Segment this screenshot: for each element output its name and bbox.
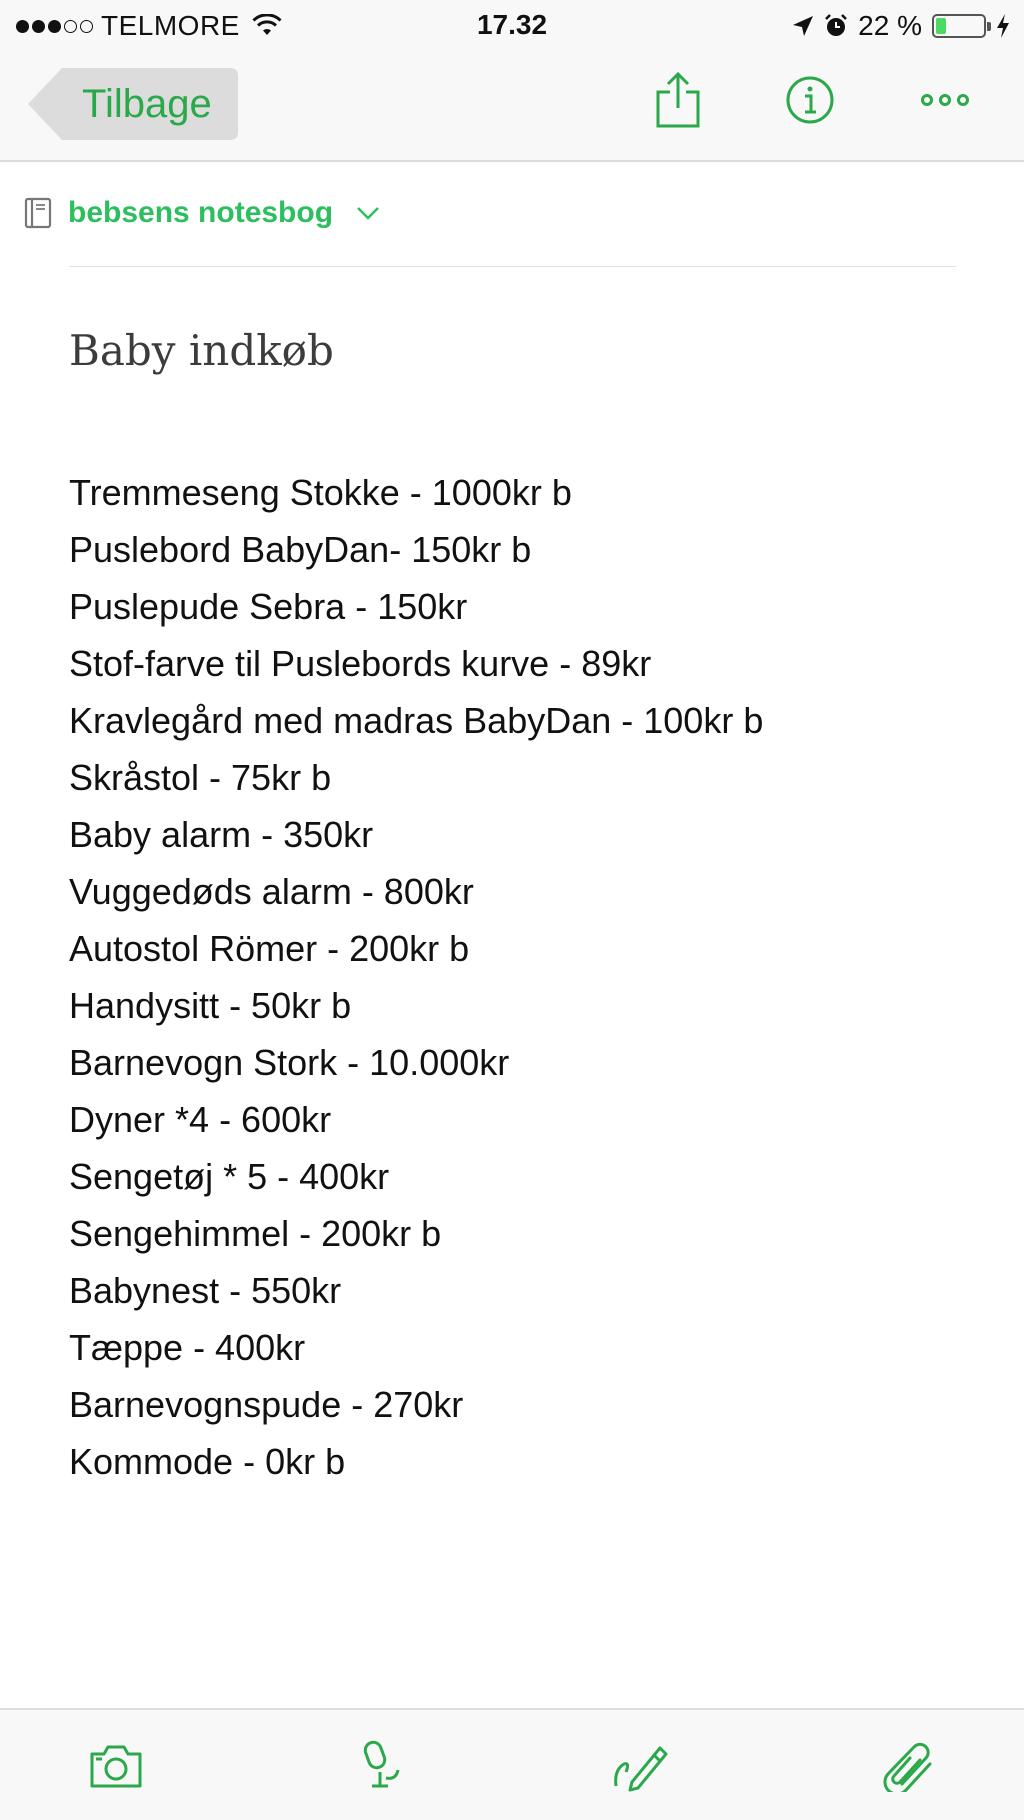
note-line[interactable]: Sengetøj * 5 - 400kr (69, 1156, 390, 1197)
note-line[interactable]: Vuggedøds alarm - 800kr (69, 871, 474, 912)
share-icon[interactable] (648, 70, 708, 130)
notebook-name: bebsens notesbog (68, 196, 334, 229)
note-line[interactable]: Stof-farve til Puslebords kurve - 89kr (69, 643, 652, 684)
back-button-label: Tilbage (82, 82, 212, 126)
note-line[interactable]: Barnevognspude - 270kr (69, 1384, 464, 1425)
note-line[interactable]: Puslepude Sebra - 150kr (69, 586, 468, 627)
note-line[interactable]: Baby alarm - 350kr (69, 814, 374, 855)
note-line[interactable]: Kommode - 0kr b (69, 1441, 346, 1482)
note-line[interactable]: Tæppe - 400kr (69, 1327, 306, 1368)
info-icon[interactable] (780, 70, 840, 130)
back-button[interactable] (28, 68, 238, 140)
note-line[interactable]: Puslebord BabyDan- 150kr b (69, 529, 532, 570)
location-arrow-icon (792, 15, 814, 37)
notebook-icon (24, 197, 52, 229)
notebook-selector[interactable] (24, 196, 381, 230)
camera-icon[interactable] (88, 1740, 144, 1792)
status-bar (0, 0, 1024, 52)
note-line[interactable]: Babynest - 550kr (69, 1270, 342, 1311)
chevron-down-icon (355, 204, 381, 222)
battery-tip (987, 22, 991, 31)
note-body[interactable] (69, 464, 763, 1490)
note-line[interactable]: Sengehimmel - 200kr b (69, 1213, 442, 1254)
note-line[interactable]: Dyner *4 - 600kr (69, 1099, 332, 1140)
status-time: 17.32 (476, 9, 548, 40)
more-icon[interactable] (915, 70, 975, 130)
note-line[interactable]: Tremmeseng Stokke - 1000kr b (69, 472, 572, 513)
note-line[interactable]: Skråstol - 75kr b (69, 757, 332, 798)
bottom-toolbar (0, 1708, 1024, 1820)
divider (69, 266, 956, 267)
note-title[interactable]: Baby indkøb (69, 326, 334, 375)
navigation-bar (0, 52, 1024, 162)
battery-level (936, 18, 946, 34)
note-line[interactable]: Barnevogn Stork - 10.000kr (69, 1042, 510, 1083)
alarm-clock-icon (824, 14, 848, 38)
handwriting-icon[interactable] (612, 1740, 668, 1792)
paperclip-icon[interactable] (880, 1740, 936, 1792)
mic-icon[interactable] (354, 1740, 410, 1792)
status-right (792, 10, 1010, 42)
note-line[interactable]: Kravlegård med madras BabyDan - 100kr b (69, 700, 764, 741)
note-line[interactable]: Handysitt - 50kr b (69, 985, 352, 1026)
note-line[interactable]: Autostol Römer - 200kr b (69, 928, 470, 969)
battery-icon (932, 14, 986, 38)
charging-bolt-icon (996, 14, 1010, 38)
carrier-name: TELMORE (101, 10, 240, 41)
battery-percent: 22 % (858, 10, 922, 41)
